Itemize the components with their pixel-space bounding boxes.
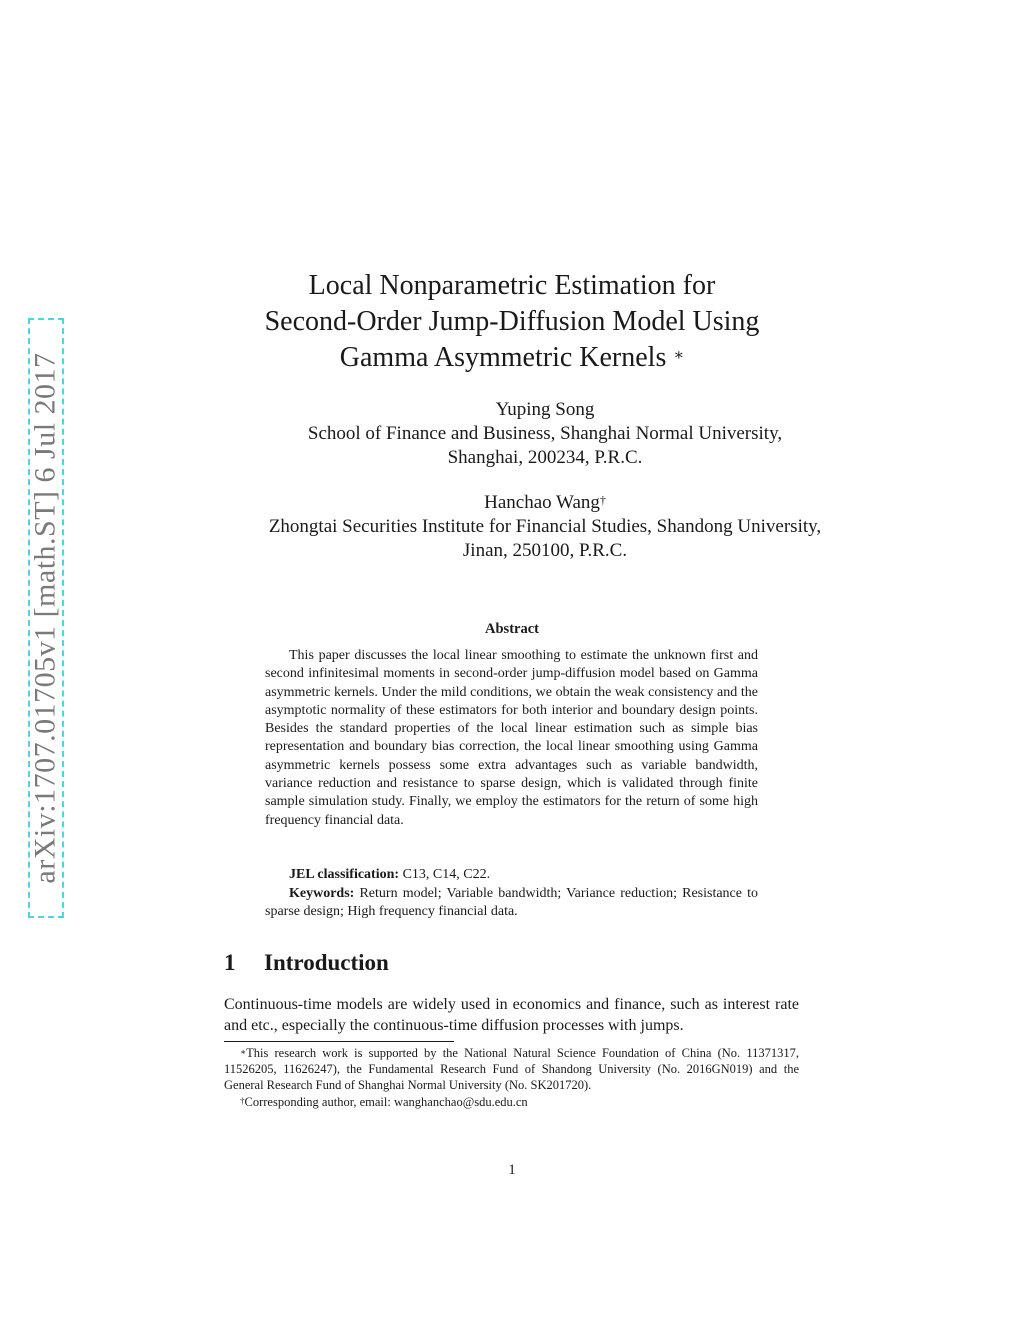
footnotes xyxy=(224,1045,799,1110)
author-block-1 xyxy=(200,398,890,470)
arxiv-identifier-stamp xyxy=(28,318,64,918)
introduction-paragraph: Continuous-time models are widely used in economics and finance, such as interest rate and etc., especially the continuous-time diffusion processes with jumps. xyxy=(224,996,799,1034)
abstract-heading: Abstract xyxy=(485,621,539,637)
footnote-divider xyxy=(224,1041,454,1042)
footnote-2 xyxy=(224,1094,799,1110)
author-affiliation-2: Zhongtai Securities Institute for Financial Studies, Shandong University, xyxy=(268,516,822,537)
abstract-text: This paper discusses the local linear smoothing to estimate the unknown first and second infinitesimal moments in second-order jump-diffusion model based on Gamma asymmetric kernels. Under the mild conditions, we obtain the weak consistency and the asymptotic normality of these estimators for both interior and boundary design points. Besides the standard properties of the local linear estimation such as simple bias representation and boundary bias correction, the local linear smoothing using Gamma asymmetric kernels possess some extra advantages such as variable bandwidth, variance reduction and resistance to sparse design, which is validated through finite sample simulation study. Finally, we employ the estimators for the return of some high frequency financial data. xyxy=(265,648,758,828)
footnote-1-text: This research work is supported by the National Natural Science Foundation of China (No. 11371317, 11526205, 11626247), the Fundamental Research Fund of Shandong University (No. 2016GN019) and the General Research Fund of Shanghai Normal University (No. SK201720). xyxy=(224,1046,799,1093)
author-name-row-2 xyxy=(200,491,890,515)
title-line-3-text: Gamma Asymmetric Kernels xyxy=(339,342,667,373)
jel-classification xyxy=(265,866,758,885)
footnote-1 xyxy=(224,1045,799,1094)
paper-title xyxy=(200,268,824,376)
keywords xyxy=(265,885,758,922)
arxiv-identifier-text: arXiv:1707.01705v1 [math.ST] 6 Jul 2017 xyxy=(29,352,63,884)
classification-block xyxy=(265,866,758,922)
section-heading xyxy=(224,950,389,976)
author-footnote-marker-2: † xyxy=(599,493,606,507)
author-name-1: Yuping Song xyxy=(495,399,595,420)
author-address-1: Shanghai, 200234, P.R.C. xyxy=(447,447,643,468)
title-line-2: Second-Order Jump-Diffusion Model Using xyxy=(264,306,760,337)
footnote-2-text: Corresponding author, email: wanghanchao@sdu.edu.cn xyxy=(244,1094,528,1109)
title-line-1: Local Nonparametric Estimation for xyxy=(308,270,716,301)
author-name-2: Hanchao Wang xyxy=(484,492,600,513)
section-number: 1 xyxy=(224,950,236,975)
jel-value: C13, C14, C22. xyxy=(402,867,491,882)
title-footnote-marker: ∗ xyxy=(673,347,685,364)
author-address-2: Jinan, 250100, P.R.C. xyxy=(462,540,628,561)
section-title: Introduction xyxy=(264,950,389,975)
author-block-2 xyxy=(200,491,890,563)
keywords-value: Return model; Variable bandwidth; Variance reduction; Resistance to sparse design; High frequency financial data. xyxy=(265,885,758,920)
footnote-2-marker: † xyxy=(240,1095,245,1106)
keywords-label: Keywords: xyxy=(289,885,355,901)
author-affiliation-1: School of Finance and Business, Shanghai Normal University, xyxy=(307,423,783,444)
page-number: 1 xyxy=(508,1162,516,1178)
title-line-3 xyxy=(200,340,824,376)
jel-label: JEL classification: xyxy=(289,867,400,882)
footnote-1-marker: ∗ xyxy=(240,1047,247,1057)
